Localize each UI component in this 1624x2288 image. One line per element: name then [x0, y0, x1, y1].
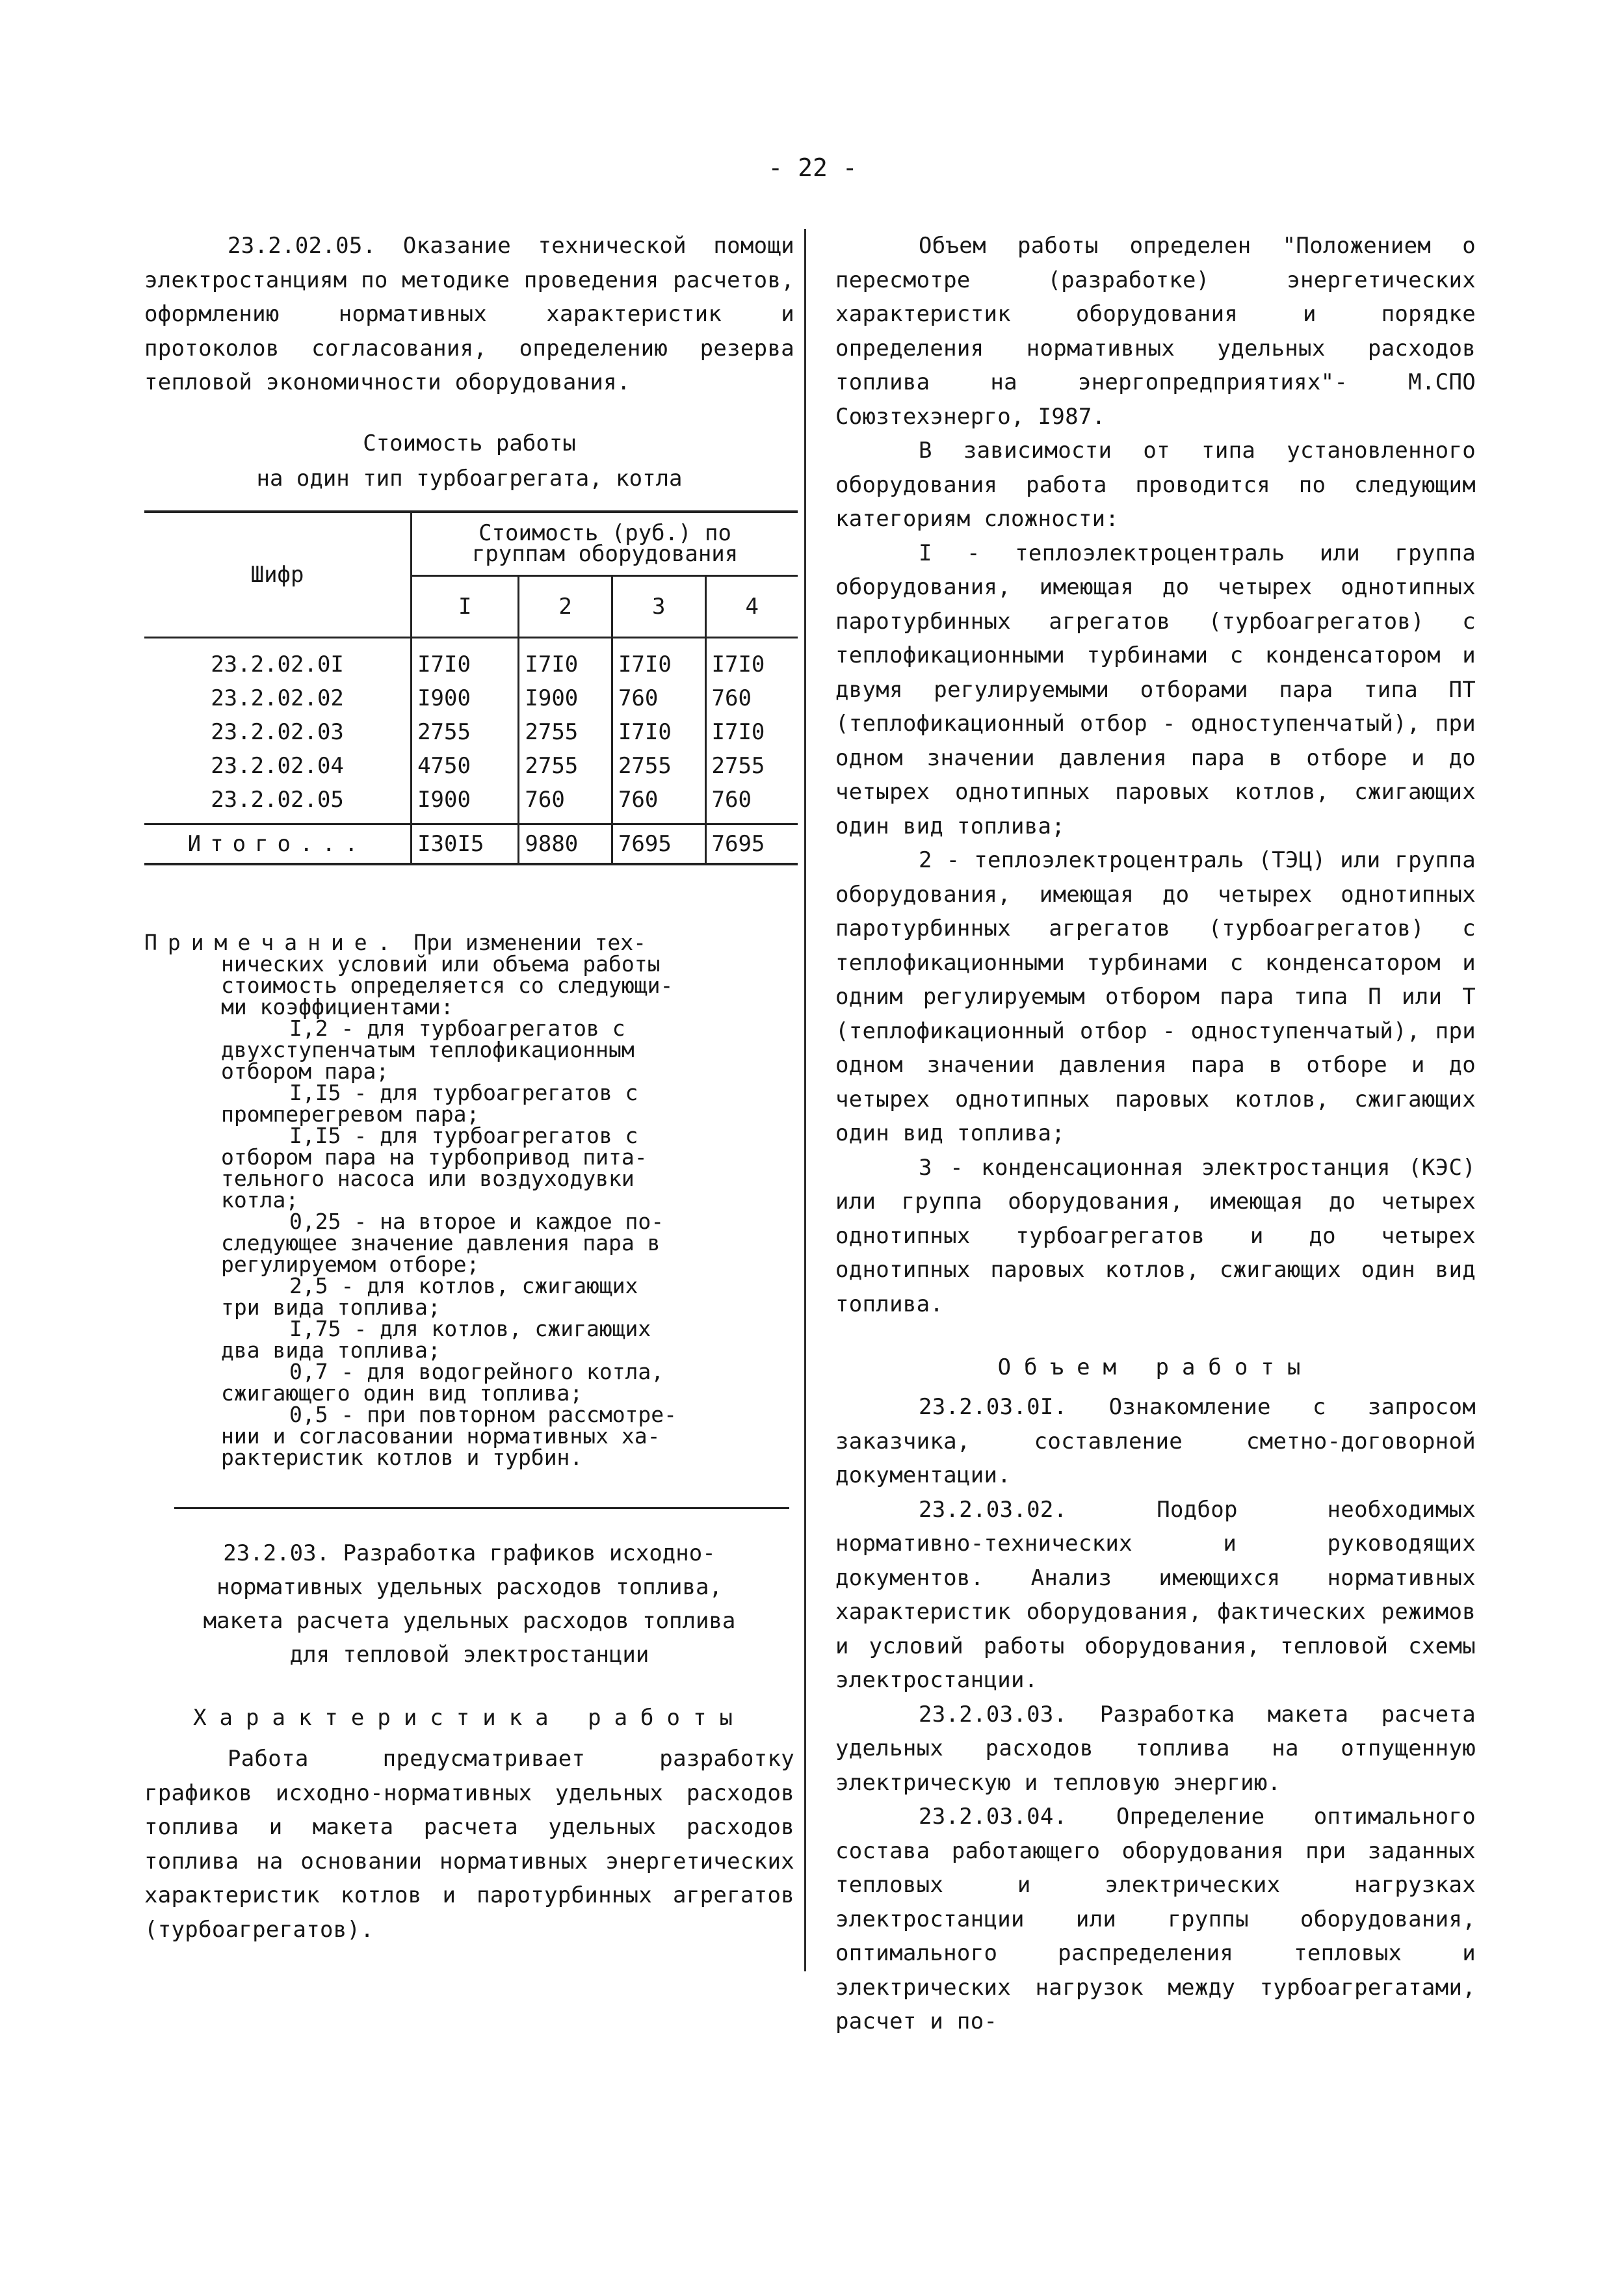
cell-value: I7I0: [612, 637, 705, 681]
column-header-cost-line: группам оборудования: [471, 541, 739, 568]
cell-value: I7I0: [711, 718, 765, 745]
note-coef: I,75 - для котлов, сжигающих: [289, 1315, 651, 1341]
row-code: 23.2.02.03: [144, 715, 412, 749]
cell-value: I7I0: [412, 637, 519, 681]
section-heading-line: для тепловой электростанции: [289, 1642, 649, 1668]
cell-value: 2755: [519, 749, 612, 783]
note-coef: 0,25 - на второе и каждое по-: [289, 1208, 664, 1234]
cell-value: I900: [412, 681, 519, 715]
cell-value: 2755: [412, 715, 519, 749]
column-header-group: 3: [612, 576, 705, 637]
cell-value: 760: [612, 681, 705, 715]
note-coef: I,I5 - для турбоагрегатов с: [289, 1079, 638, 1105]
column-divider: [804, 229, 806, 1971]
cell-value: 2755: [519, 715, 612, 749]
row-code: 23.2.02.05: [144, 783, 412, 824]
column-header-group: 4: [705, 576, 798, 637]
total-value: 7695: [612, 824, 705, 864]
right-column: [835, 229, 1476, 2039]
cost-table: [144, 510, 798, 865]
characteristic-text: Работа предусматривает разработку графиков исходно-нормативных удельных расходов топлива и макета расчета удельных расходов топлива на основании нормативных энергетических характеристик котлов и паротурбинных агрегатов (турбоагрегатов).: [144, 1746, 794, 1943]
note-line: отбором пара на турбопривод пита-: [221, 1144, 648, 1170]
note-rule: [174, 1507, 789, 1509]
cell-value: 2755: [711, 752, 765, 779]
table-caption-line: Стоимость работы: [363, 430, 576, 456]
column-header-cost-line: Стоимость (руб.) по: [478, 520, 731, 547]
section-heading-line: нормативных удельных расходов топлива,: [216, 1574, 722, 1600]
note-line: тельного насоса или воздуходувки: [221, 1165, 635, 1191]
column-header-group: I: [412, 576, 519, 637]
table-row: [144, 715, 798, 749]
note-line: стоимость определяется со следующи-: [221, 972, 674, 998]
column-header-group: 2: [519, 576, 612, 637]
note-lead: Примечание.: [144, 929, 401, 955]
right-paragraph: В зависимости от типа установленного оборудования работа проводится по следующим категориям сложности:: [835, 438, 1476, 532]
total-value: 7695: [705, 824, 798, 864]
note-line: двухступенчатым теплофикационным: [221, 1036, 635, 1062]
section-heading-line: 23.2.03. Разработка графиков исходно-: [223, 1540, 716, 1566]
cell-value: 760: [711, 685, 752, 711]
note-line: нии и согласовании нормативных ха-: [221, 1423, 661, 1449]
column-header-cost: [412, 512, 798, 576]
note-line: котла;: [221, 1187, 299, 1213]
characteristic-heading: Характеристика работы: [193, 1705, 746, 1731]
note-line: нических условий или объема работы: [221, 951, 661, 977]
cell-value: 760: [711, 786, 752, 813]
category-2: 2 - теплоэлектроцентраль (ТЭЦ) или группа оборудования, имеющая до четырех однотипных паротурбинных агрегатов (турбоагрегатов) с теплофикационными турбинами с конденсатором и одним регулируемым отбором пара типа П или Т (теплофикационный отбор - одноступенчатый), при одном значении давления пара в отборе и до четырех однотипных паровых котлов, сжигающих один вид топлива;: [835, 847, 1476, 1146]
note-line: При изменении тех-: [413, 929, 647, 955]
cell-value: 760: [612, 783, 705, 824]
column-header-cipher: Шифр: [144, 512, 412, 638]
note-line: три вида топлива;: [221, 1294, 441, 1320]
volume-item: 23.2.03.04. Определение оптимального состава работающего оборудования при заданных тепловых и электрических нагрузках электростанции или группы оборудования, оптимального распределения тепловых и электрических нагрузок между турбоагрегатами, расчет и по-: [835, 1804, 1476, 2034]
note-coef: I,2 - для турбоагрегатов с: [289, 1015, 625, 1041]
right-paragraph: Объем работы определен "Положением о пересмотре (разработке) энергетических характеристик оборудования и порядке определения нормативных удельных расходов топлива на энергопредприятиях"- М.СПО Союзтехэнерго, I987.: [835, 233, 1476, 430]
total-label: Итого...: [144, 824, 412, 864]
note-line: сжигающего один вид топлива;: [221, 1380, 583, 1406]
note-coef: 0,5 - при повторном рассмотре-: [289, 1401, 677, 1427]
total-value: 9880: [519, 824, 612, 864]
total-value: I30I5: [412, 824, 519, 864]
note-line: регулируемом отборе;: [221, 1251, 480, 1277]
section-heading: [144, 1536, 794, 1672]
cell-value: I7I0: [711, 651, 765, 677]
note-line: промперегревом пара;: [221, 1101, 480, 1127]
note-coef: 0,7 - для водогрейного котла,: [289, 1358, 664, 1384]
section-23-2-03: [144, 1536, 794, 1947]
table-header-row: [144, 512, 798, 576]
volume-item: 23.2.03.0I. Ознакомление с запросом заказчика, составление сметно-договорной документации.: [835, 1394, 1476, 1488]
cell-value: 2755: [612, 749, 705, 783]
page-number: - 22 -: [768, 153, 858, 182]
cell-value: I900: [519, 681, 612, 715]
cell-value: I7I0: [519, 637, 612, 681]
table-row: [144, 637, 798, 681]
note-coef: I,I5 - для турбоагрегатов с: [289, 1122, 638, 1148]
volume-item: 23.2.03.02. Подбор необходимых нормативно-технических и руководящих документов. Анализ имеющихся нормативных характеристик оборудования, фактических режимов и условий работы оборудования, тепловой схемы электростанции.: [835, 1496, 1476, 1693]
volume-item: 23.2.03.03. Разработка макета расчета удельных расходов топлива на отпущенную электрическую и тепловую энергию.: [835, 1701, 1476, 1796]
table-row: [144, 749, 798, 783]
row-code: 23.2.02.02: [144, 681, 412, 715]
cell-value: I7I0: [612, 715, 705, 749]
note-coef: 2,5 - для котлов, сжигающих: [289, 1272, 638, 1298]
table-row: [144, 783, 798, 824]
table-caption: [144, 426, 794, 496]
cell-value: 760: [519, 783, 612, 824]
table-caption-line: на один тип турбоагрегата, котла: [256, 465, 683, 492]
note-line: рактеристик котлов и турбин.: [221, 1444, 583, 1470]
table-row: [144, 681, 798, 715]
cell-value: I900: [412, 783, 519, 824]
volume-heading: Объем работы: [997, 1354, 1314, 1380]
category-3: 3 - конденсационная электростанция (КЭС) или группа оборудования, имеющая до четырех однотипных турбоагрегатов и до четырех однотипных паровых котлов, сжигающих один вид топлива.: [835, 1154, 1476, 1317]
row-code: 23.2.02.0I: [144, 637, 412, 681]
left-column: [144, 229, 794, 1468]
cell-value: 4750: [412, 749, 519, 783]
note-line: отбором пара;: [221, 1058, 389, 1084]
note-line: два вида топлива;: [221, 1337, 441, 1363]
row-code: 23.2.02.04: [144, 749, 412, 783]
table-total-row: [144, 824, 798, 864]
note-line: ми коэффициентами:: [221, 993, 454, 1019]
category-1: I - теплоэлектроцентраль или группа оборудования, имеющая до четырех однотипных паротурбинных агрегатов (турбоагрегатов) с теплофикационными турбинами с конденсатором и двумя регулируемыми отборами пара типа ПТ (теплофикационный отбор - одноступенчатый), при одном значении давления пара в отборе и до четырех однотипных паровых котлов, сжигающих один вид топлива;: [835, 540, 1476, 839]
note-line: следующее значение давления пара в: [221, 1229, 661, 1256]
section-23-2-02-05: 23.2.02.05. Оказание технической помощи электростанциям по методике проведения расчетов, оформлению нормативных характеристик и протоколов согласования, определению резерва тепловой экономичности оборудования.: [144, 233, 794, 395]
note-block: [144, 929, 794, 1470]
section-heading-line: макета расчета удельных расходов топлива: [203, 1608, 736, 1634]
